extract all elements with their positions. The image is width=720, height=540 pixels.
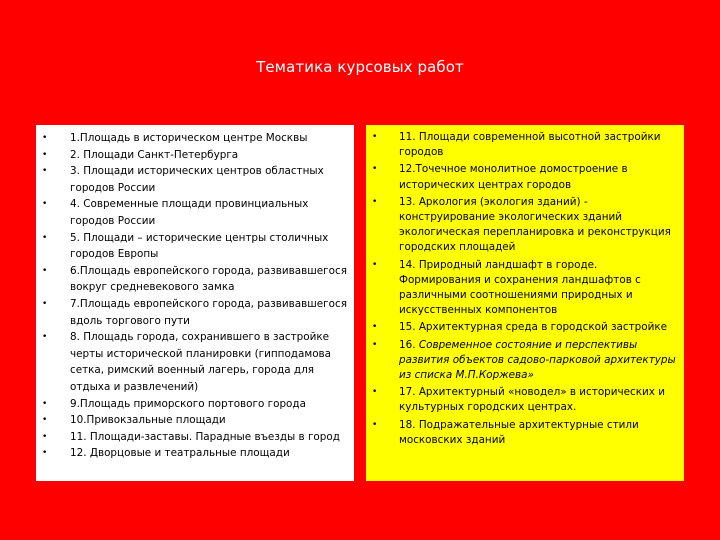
list-item — [36, 429, 354, 446]
bullet: • — [42, 149, 48, 160]
topic-text: 11. Площади современной высотной застройки городов — [399, 131, 661, 159]
bullet: • — [42, 133, 48, 143]
list-item — [366, 195, 684, 256]
topic-text: 17. Архитектурный «новодел» в исторических и культурных городских центрах. — [399, 386, 666, 414]
topic-text: 4. Современные площади провинциальных городов России — [70, 198, 309, 227]
bullet: • — [42, 166, 48, 177]
list-item — [366, 385, 684, 415]
topic-text: 5. Площади – исторические центры столичных городов Европы — [70, 231, 329, 261]
bullet: • — [42, 415, 48, 426]
topic-text: 18. Подражательные архитектурные стили московских зданий — [399, 418, 639, 446]
bullet: • — [372, 387, 378, 398]
topic-text: 13. Аркология (экология зданий) - конструирование экологических зданий экологическая перепланировка и реконструкция городских площадей — [399, 195, 671, 254]
topic-text: 3. Площади исторических центров областных городов России — [70, 165, 324, 194]
topic-text: 2. Площади Санкт-Петербурга — [70, 148, 239, 161]
list-item — [36, 130, 354, 147]
bullet: • — [372, 196, 378, 207]
list-item — [36, 263, 354, 296]
topic-text: 8. Площадь города, сохранившего в застройке черты исторической планировки (гипподамова сетка, римский военный лагерь, города для отдыха и развлечений) — [70, 331, 332, 393]
topic-text: 10.Привокзальные площади — [70, 414, 226, 427]
list-item — [36, 230, 354, 263]
topic-italic-text: Современное состояние и перспективы развития объектов садово-парковой архитектуры из списка М.П.Коржева» — [399, 338, 676, 382]
list-item — [36, 445, 354, 462]
list-item — [36, 329, 354, 395]
list-item — [366, 418, 684, 448]
topic-text: 7.Площадь европейского города, развивавшегося вдоль торгового пути — [70, 297, 347, 327]
list-item — [36, 296, 354, 329]
bullet: • — [42, 332, 48, 343]
topic-text: 15. Архитектурная среда в городской застройке — [399, 321, 668, 334]
bullet: • — [372, 259, 378, 270]
bullet: • — [42, 298, 48, 309]
bullet: • — [372, 419, 378, 430]
topic-text: 11. Площади-заставы. Парадные въезды в город — [70, 430, 340, 443]
topic-text: 14. Природный ландшафт в городе. Формирования и сохранения ландшафтов с различными соотношениями природных и искусственных компонентов — [399, 258, 641, 317]
topic-prefix: 16. — [399, 338, 419, 351]
topic-text: 1.Площадь в историческом центре Москвы — [70, 132, 308, 144]
right-topics-list — [366, 125, 684, 448]
left-topics-list — [36, 125, 354, 462]
right-topics-panel — [366, 125, 684, 481]
list-item — [366, 162, 684, 192]
list-item — [36, 412, 354, 429]
list-item — [36, 163, 354, 196]
bullet: • — [372, 339, 378, 350]
bullet: • — [42, 265, 48, 276]
topic-text: 9.Площадь приморского портового города — [70, 397, 306, 410]
list-item — [366, 320, 684, 335]
bullet: • — [42, 398, 48, 409]
list-item — [36, 396, 354, 413]
bullet: • — [42, 199, 48, 210]
bullet: • — [372, 132, 378, 142]
list-item — [366, 258, 684, 319]
bullet: • — [42, 431, 48, 442]
slide-title: Тематика курсовых работ — [256, 58, 464, 76]
list-item — [36, 147, 354, 164]
list-item — [36, 196, 354, 229]
list-item — [366, 130, 684, 160]
left-topics-panel — [36, 125, 354, 481]
bullet: • — [372, 164, 378, 175]
topic-text: 6.Площадь европейского города, развивавшегося вокруг средневекового замка — [70, 264, 347, 294]
topic-text: 12.Точечное монолитное домостроение в исторических центрах городов — [399, 163, 628, 191]
bullet: • — [42, 448, 48, 459]
bullet: • — [372, 322, 378, 333]
topic-text: 12. Дворцовые и театральные площади — [70, 447, 290, 460]
list-item — [366, 338, 684, 384]
bullet: • — [42, 232, 48, 243]
